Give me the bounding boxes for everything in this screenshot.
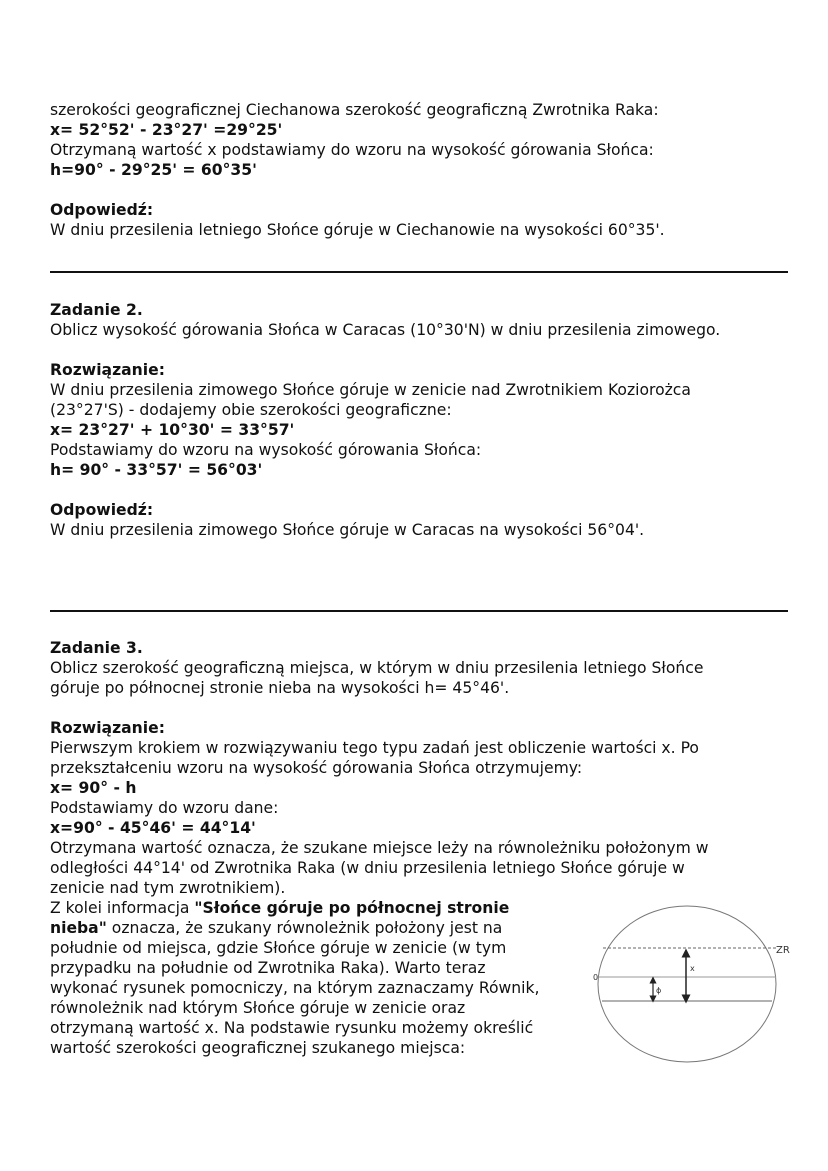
equator-label: 0 — [593, 973, 599, 982]
text-line — [50, 120, 810, 140]
bold-text: Rozwiązanie: — [50, 361, 165, 379]
text-line — [50, 100, 810, 120]
text: Z kolei informacja — [50, 899, 195, 917]
text: szerokości geograficznej Ciechanowa szerokość geograficzną Zwrotnika Raka: — [50, 101, 659, 119]
text: zenicie nad tym zwrotnikiem). — [50, 879, 286, 897]
divider — [50, 271, 788, 273]
text-line — [50, 500, 810, 520]
text: Oblicz szerokość geograficzną miejsca, w którym w dniu przesilenia letniego Słońce — [50, 659, 704, 677]
x-label: x — [690, 964, 695, 973]
bold-text: Zadanie 3. — [50, 639, 143, 657]
text: W dniu przesilenia letniego Słońce góruje w Ciechanowie na wysokości 60°35'. — [50, 221, 665, 239]
text-line — [50, 440, 810, 460]
text-line — [50, 738, 810, 758]
text-line — [50, 778, 810, 798]
text-line — [50, 758, 810, 778]
text-line — [50, 480, 810, 500]
text: W dniu przesilenia zimowego Słońce góruje w zenicie nad Zwrotnikiem Koziorożca — [50, 381, 691, 399]
text: W dniu przesilenia zimowego Słońce góruje w Caracas na wysokości 56°04'. — [50, 521, 645, 539]
text-line — [50, 320, 810, 340]
text: przekształceniu wzoru na wysokość górowania Słońca otrzymujemy: — [50, 759, 583, 777]
text-line — [50, 140, 810, 160]
text-line — [50, 420, 810, 440]
bold-text: "Słońce góruje po północnej stronie — [194, 899, 510, 917]
text: odległości 44°14' od Zwrotnika Raka (w dniu przesilenia letniego Słońce góruje w — [50, 859, 685, 877]
bold-text: h= 90° - 33°57' = 56°03' — [50, 461, 263, 479]
text: wartość szerokości geograficznej szukanego miejsca: — [50, 1039, 466, 1057]
bold-text: x= 52°52' - 23°27' =29°25' — [50, 121, 283, 139]
text: równoleżnik nad którym Słońce góruje w zenicie oraz — [50, 999, 466, 1017]
text-line — [50, 858, 810, 878]
text: otrzymaną wartość x. Na podstawie rysunku możemy określić — [50, 1019, 534, 1037]
phi-label: ϕ — [656, 986, 662, 995]
divider — [50, 610, 788, 612]
bold-text: x=90° - 45°46' = 44°14' — [50, 819, 256, 837]
text-line — [50, 698, 810, 718]
earth-ellipse — [598, 906, 776, 1062]
bold-text: x= 90° - h — [50, 779, 137, 797]
text-line — [50, 678, 810, 698]
text-line — [50, 838, 810, 858]
text-line — [50, 718, 810, 738]
bold-text: nieba" — [50, 919, 107, 937]
text-line — [50, 460, 810, 480]
section-task1-end — [50, 100, 810, 240]
text: (23°27'S) - dodajemy obie szerokości geograficzne: — [50, 401, 452, 419]
text-line — [50, 160, 810, 180]
text-line — [50, 300, 810, 320]
text: Otrzymaną wartość x podstawiamy do wzoru na wysokość górowania Słońca: — [50, 141, 654, 159]
text-line — [50, 520, 810, 540]
text-line — [50, 360, 810, 380]
text-line — [50, 400, 810, 420]
text-line — [50, 220, 810, 240]
text: Podstawiamy do wzoru dane: — [50, 799, 279, 817]
helper-diagram — [586, 896, 800, 1066]
text-line — [50, 340, 810, 360]
text: góruje po północnej stronie nieba na wysokości h= 45°46'. — [50, 679, 510, 697]
text-line — [50, 798, 810, 818]
bold-text: Zadanie 2. — [50, 301, 143, 319]
bold-text: h=90° - 29°25' = 60°35' — [50, 161, 257, 179]
text-line — [50, 658, 810, 678]
text: Podstawiamy do wzoru na wysokość górowania Słońca: — [50, 441, 482, 459]
text: południe od miejsca, gdzie Słońce góruje w zenicie (w tym — [50, 939, 507, 957]
text-line — [50, 878, 810, 898]
text: Pierwszym krokiem w rozwiązywaniu tego typu zadań jest obliczenie wartości x. Po — [50, 739, 699, 757]
text: Otrzymana wartość oznacza, że szukane miejsce leży na równoleżniku położonym w — [50, 839, 709, 857]
bold-text: Odpowiedź: — [50, 201, 154, 219]
text: Oblicz wysokość górowania Słońca w Caracas (10°30'N) w dniu przesilenia zimowego. — [50, 321, 721, 339]
bold-text: Rozwiązanie: — [50, 719, 165, 737]
bold-text: Odpowiedź: — [50, 501, 154, 519]
text-line — [50, 200, 810, 220]
section-task2 — [50, 300, 810, 540]
tropic-label: ZR — [776, 945, 790, 956]
text-line — [50, 180, 810, 200]
text: przypadku na południe od Zwrotnika Raka). Warto teraz — [50, 959, 486, 977]
bold-text: x= 23°27' + 10°30' = 33°57' — [50, 421, 295, 439]
text: oznacza, że szukany równoleżnik położony jest na — [106, 919, 503, 937]
text-line — [50, 638, 810, 658]
text-line — [50, 818, 810, 838]
text: wykonać rysunek pomocniczy, na którym zaznaczamy Równik, — [50, 979, 540, 997]
text-line — [50, 380, 810, 400]
